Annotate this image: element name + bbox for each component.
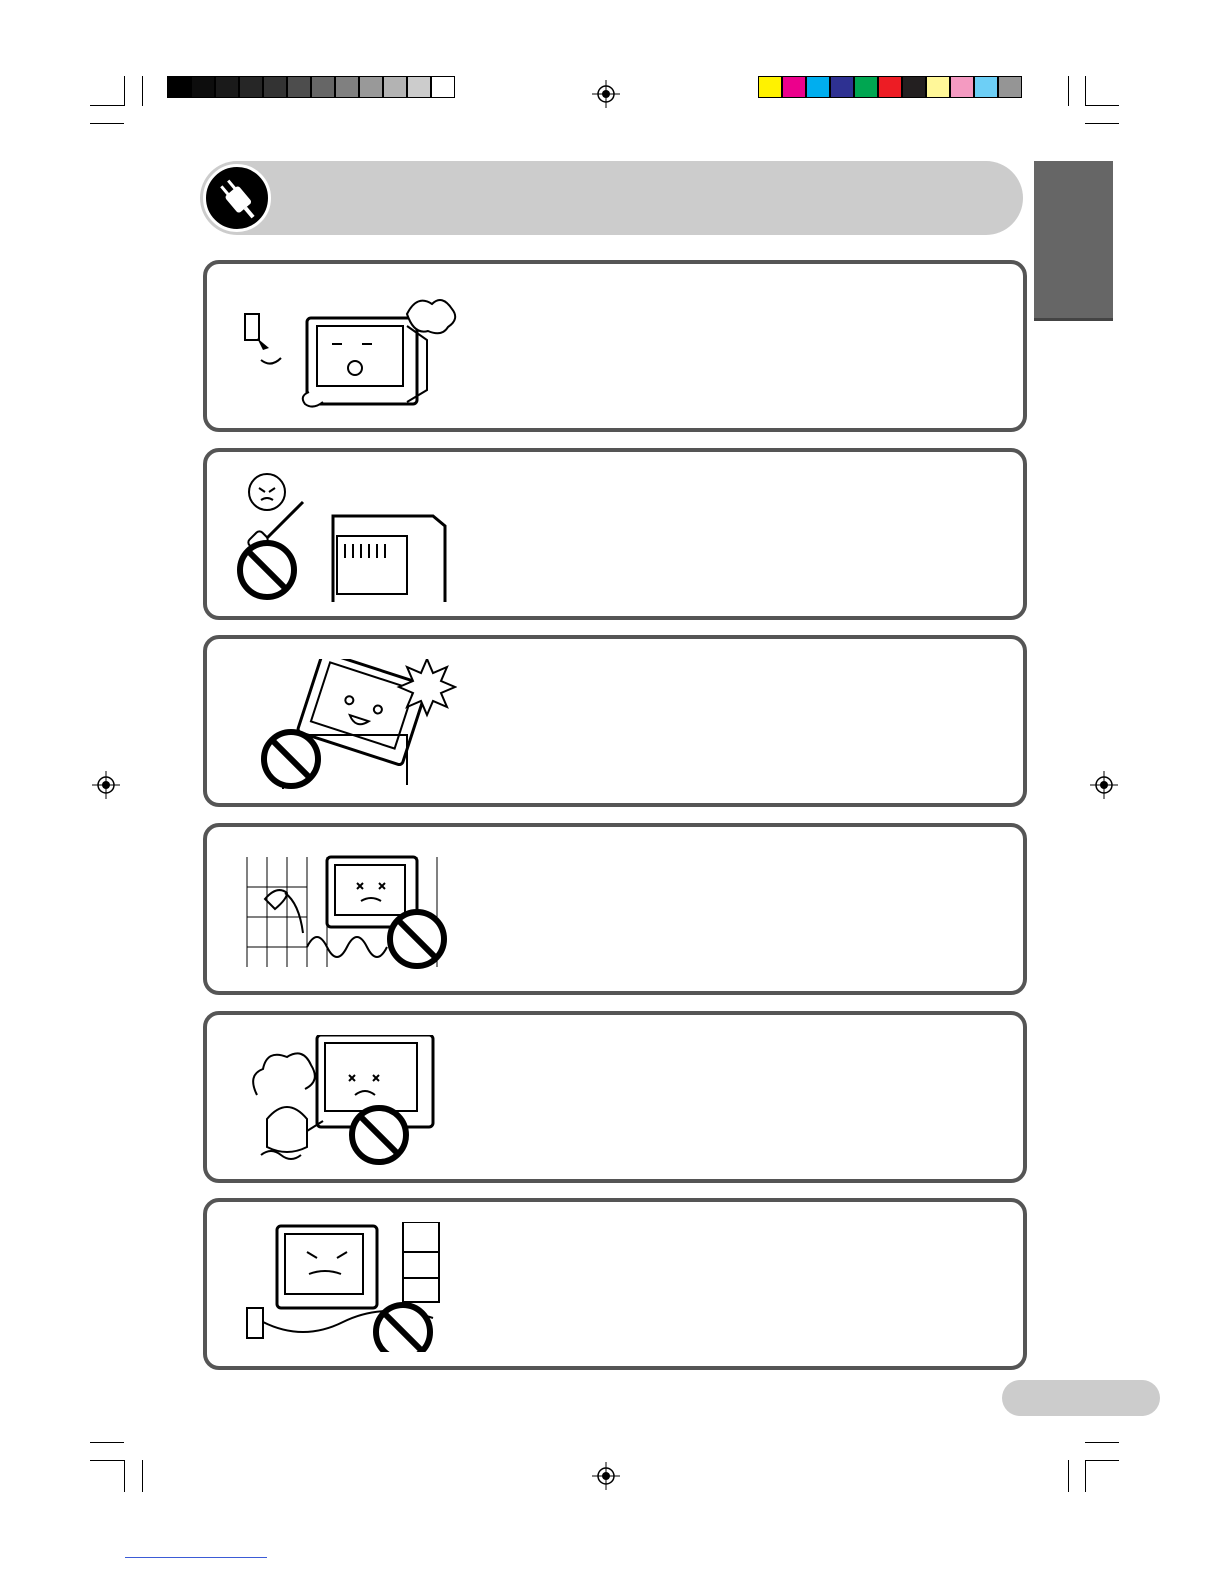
registration-mark-icon — [92, 771, 120, 799]
grayscale-swatch — [263, 76, 287, 98]
crop-mark — [90, 1460, 124, 1461]
grayscale-swatch — [287, 76, 311, 98]
color-swatch — [902, 76, 926, 98]
tv-cord-pinched-prohibited-illustration — [237, 1222, 457, 1352]
crop-mark — [142, 76, 143, 106]
registration-mark-icon — [592, 80, 620, 108]
tv-smoking-unplug-illustration — [237, 284, 457, 414]
plug-icon — [203, 164, 271, 232]
safety-panel-3 — [203, 635, 1027, 807]
grayscale-swatch — [311, 76, 335, 98]
section-header-bar — [200, 161, 1023, 235]
crop-mark — [124, 76, 125, 106]
grayscale-swatch — [407, 76, 431, 98]
crop-mark — [1085, 105, 1119, 106]
grayscale-swatch — [191, 76, 215, 98]
tv-bathroom-moisture-prohibited-illustration — [237, 847, 457, 977]
color-swatch — [806, 76, 830, 98]
crop-mark — [1085, 1460, 1086, 1492]
grayscale-swatch — [383, 76, 407, 98]
color-swatch — [782, 76, 806, 98]
color-swatch — [998, 76, 1022, 98]
crop-mark — [90, 1442, 124, 1443]
crop-mark — [90, 105, 124, 106]
color-swatch — [974, 76, 998, 98]
crop-mark — [1085, 76, 1086, 106]
registration-mark-icon — [1090, 771, 1118, 799]
safety-panel-5 — [203, 1011, 1027, 1183]
crop-mark — [1068, 76, 1069, 106]
chapter-tab-edge — [1034, 318, 1113, 321]
crop-mark — [1085, 123, 1119, 124]
grayscale-swatch — [239, 76, 263, 98]
footer-rule — [125, 1557, 267, 1558]
color-swatch — [854, 76, 878, 98]
tv-falling-unstable-stand-prohibited-illustration — [237, 659, 457, 789]
color-swatch — [830, 76, 854, 98]
safety-panel-6 — [203, 1198, 1027, 1370]
tv-screwdriver-prohibited-illustration — [237, 472, 457, 602]
color-swatch — [878, 76, 902, 98]
registration-mark-icon — [592, 1462, 620, 1490]
color-swatch — [758, 76, 782, 98]
crop-mark — [1085, 1442, 1119, 1443]
crop-mark — [124, 1460, 125, 1492]
tv-steam-kettle-prohibited-illustration — [237, 1035, 457, 1165]
grayscale-swatch — [215, 76, 239, 98]
color-swatch — [926, 76, 950, 98]
grayscale-swatch — [335, 76, 359, 98]
page-number-badge — [1002, 1380, 1160, 1416]
safety-panel-1 — [203, 260, 1027, 432]
crop-mark — [90, 123, 124, 124]
safety-panel-2 — [203, 448, 1027, 620]
safety-panel-4 — [203, 823, 1027, 995]
grayscale-swatch — [359, 76, 383, 98]
crop-mark — [1085, 1460, 1119, 1461]
crop-mark — [142, 1460, 143, 1492]
color-swatch — [950, 76, 974, 98]
grayscale-swatch — [167, 76, 191, 98]
grayscale-swatch — [431, 76, 455, 98]
chapter-tab — [1034, 161, 1113, 320]
crop-mark — [1068, 1460, 1069, 1492]
